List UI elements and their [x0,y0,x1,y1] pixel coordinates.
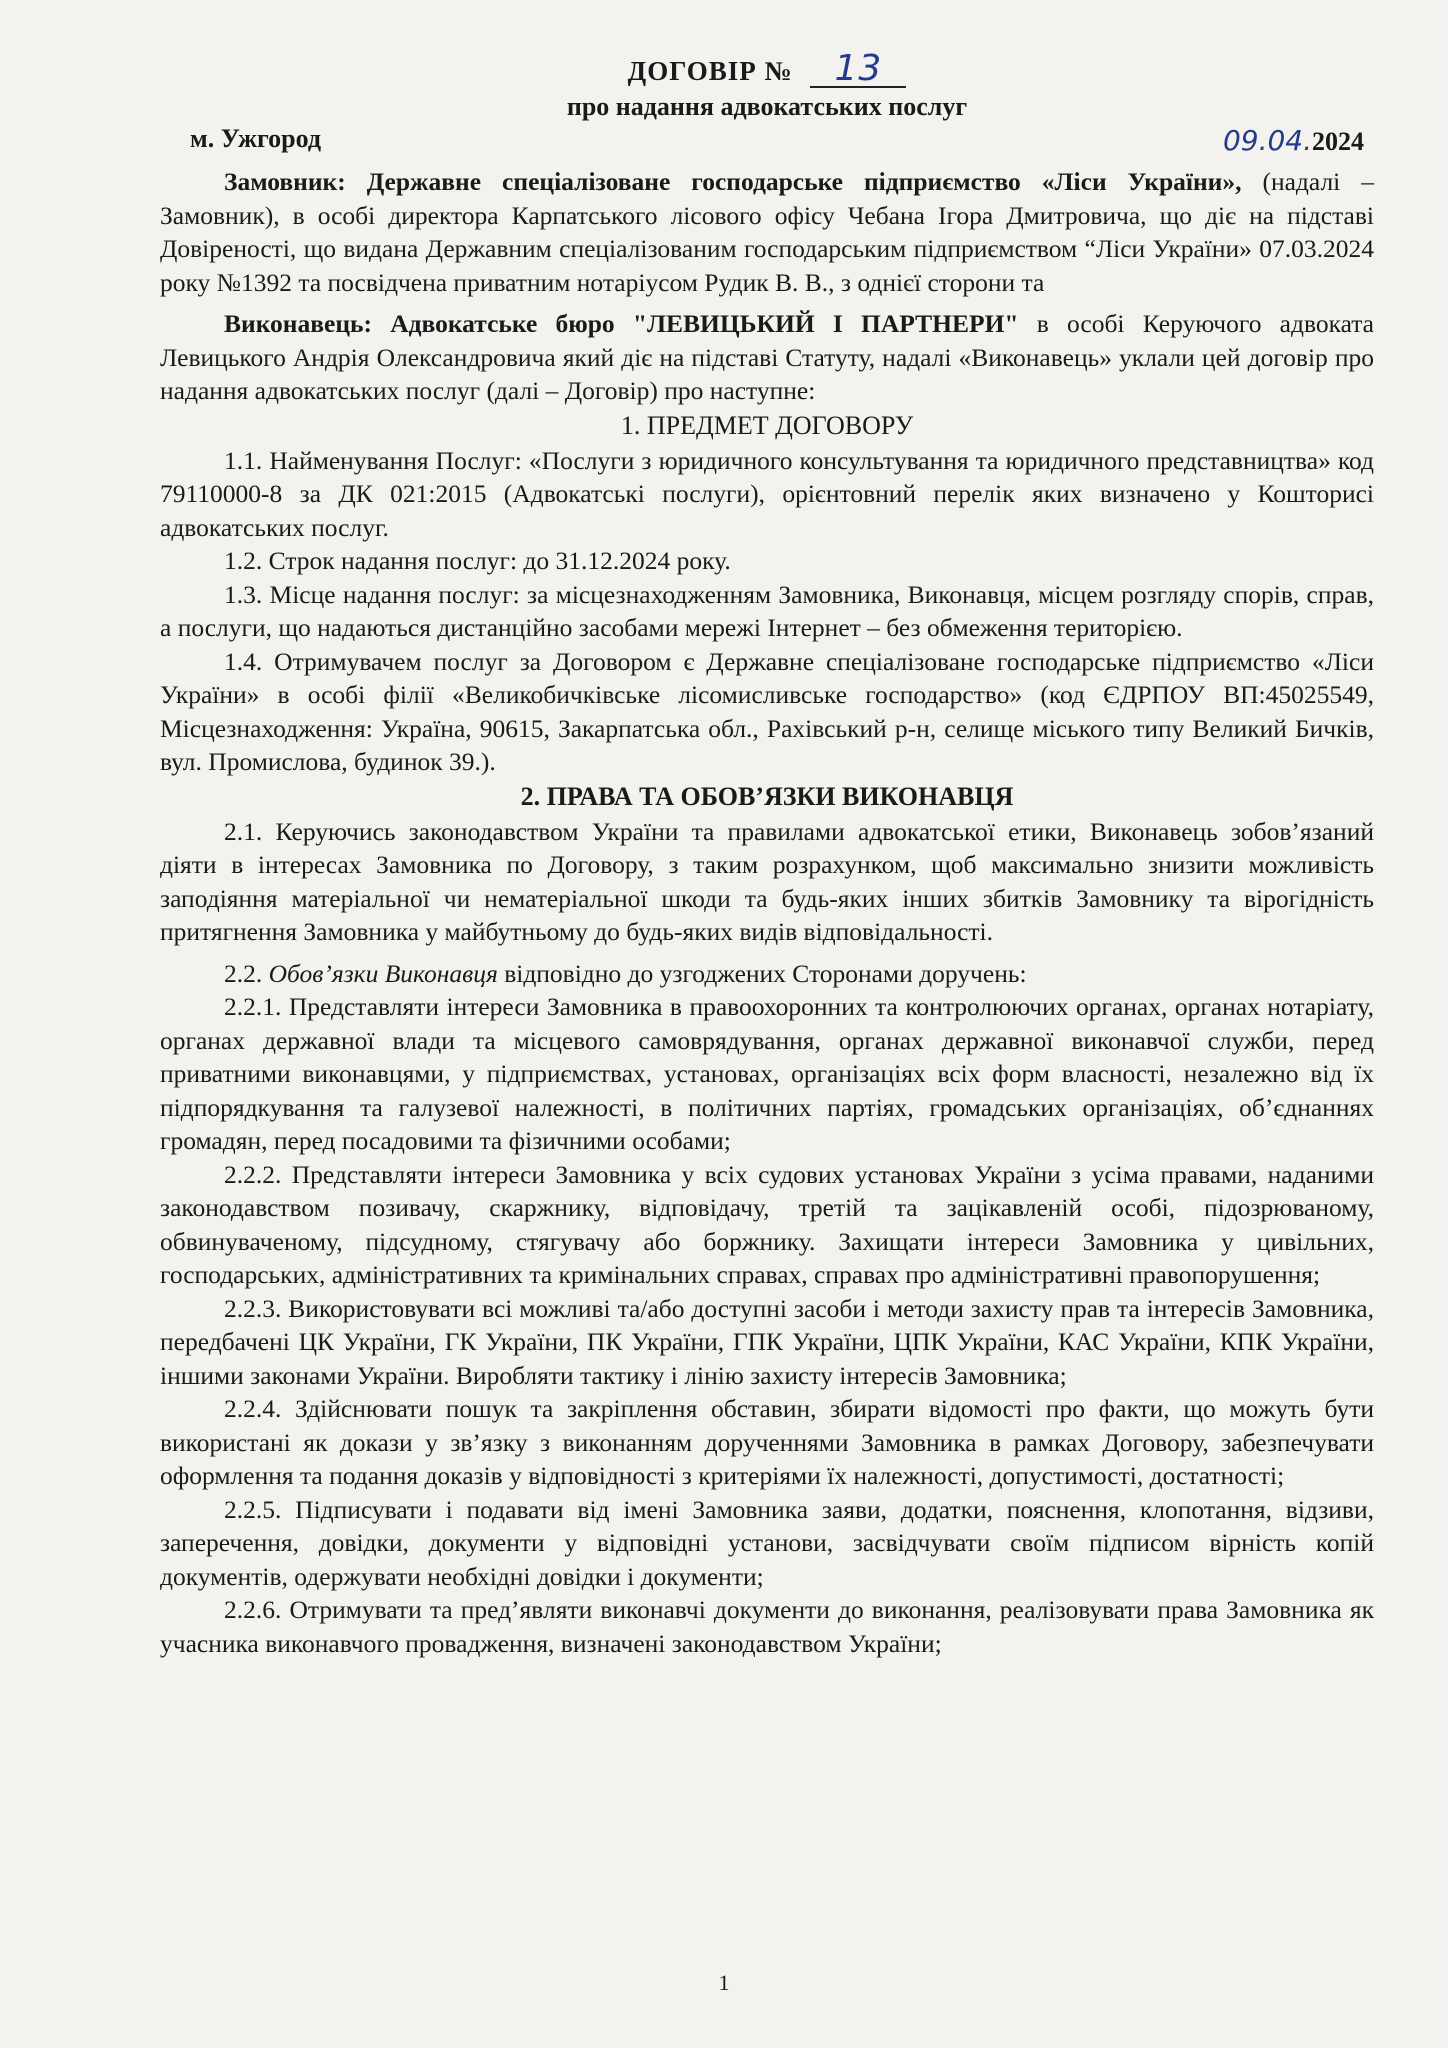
contractor-label: Виконавець: Адвокатське бюро "ЛЕВИЦЬКИЙ І ПАРТНЕРИ" [224,309,1019,338]
clause-2-2-5: 2.2.5. Підписувати і подавати від імені Замовника заяви, додатки, пояснення, клопотання, відзиви, заперечення, довідки, документи у відповідні установи, засвідчувати своїм підписом вірність копій документів, одержувати необхідні довідки і документи; [160,1494,1374,1591]
clause-1-1: 1.1. Найменування Послуг: «Послуги з юридичного консультування та юридичного представництва» код 79110000-8 за ДК 021:2015 (Адвокатські послуги), орієнтовний перелік яких визначено у Кошторисі адвокатських послуг. [160,445,1374,542]
customer-label: Замовник: Державне спеціалізоване господарське підприємство «Ліси України», [224,167,1242,196]
contractor-text: в особі Керуючого адвоката Левицького Андрія Олександровича який діє на підставі Статуту, надалі «Виконавець» уклали цей договір про надання адвокатських послуг (далі – Договір) про наступне: [160,309,1374,405]
clause-2-2-italic: Обов’язки Виконавця [262,958,498,988]
contract-number-handwritten: 13 [810,52,906,88]
title-prefix: ДОГОВІР № [627,56,793,86]
clause-2-1: 2.1. Керуючись законодавством України та правилами адвокатської етики, Виконавець зобов’язаний діяти в інтересах Замовника по Договору, з таким розрахунком, щоб максимально знизити можливість заподіяння матеріальної чи нематеріальної шкоди та будь-яких інших збитків Замовнику та вірогідність притягнення Замовника у майбутньому до будь-яких видів відповідальності. [160,816,1374,946]
customer-text: (надалі – Замовник), в особі директора Карпатського лісового офісу Чебана Ігора Дмитровича, що діє на підставі Довіреності, що видана Державним спеціалізованим господарським підприємством “Ліси України» 07.03.2024 року №1392 та посвідчена приватним нотаріусом Рудик В. В., з однієї сторони та [160,167,1374,297]
clause-2-2-6: 2.2.6. Отримувати та пред’являти виконавчі документи до виконання, реалізовувати права Замовника як учасника виконавчого провадження, визначені законодавством України; [160,1595,1374,1658]
date-year: 2024 [1312,127,1364,156]
contract-subtitle: про надання адвокатських послуг [566,92,968,121]
clause-1-4: 1.4. Отримувачем послуг за Договором є Державне спеціалізоване господарське підприємство «Ліси України» в особі філії «Великобичківське лісомисливське господарство» (код ЄДРПОУ ВП:45025549, Місцезнаходження: Україна, 90615, Закарпатська обл., Рахівський р-н, селище міського типу Великий Бичків, вул. Промислова, будинок 39.). [160,646,1374,776]
clause-1-3: 1.3. Місце надання послуг: за місцезнаходженням Замовника, Виконавця, місцем розгляду спорів, справ, а послуги, що надаються дистанційно засобами мережі Інтернет – без обмеження територією. [160,579,1374,642]
clause-2-2-1: 2.2.1. Представляти інтереси Замовника в правоохоронних та контролюючих органах, органах нотаріату, органах державної влади та місцевого самоврядування, органах державної виконавчої служби, перед приватними виконавцями, у підприємствах, установах, організаціях всіх форм власності, незалежно від їх підпорядкування та галузевої належності, в політичних партіях, громадських організаціях, об’єднаннях громадян, перед посадовими та фізичними особами; [160,992,1374,1155]
contract-title [160,48,1374,89]
intro-customer [160,165,1374,299]
intro-contractor [160,307,1374,408]
clause-2-2-number: 2.2. [224,958,263,988]
clause-2-2-rest: відповідно до узгоджених Сторонами доручень: [497,958,1027,988]
clause-1-2: 1.2. Строк надання послуг: до 31.12.2024 року. [224,546,731,575]
clause-2-2-4: 2.2.4. Здійснювати пошук та закріплення обставин, збирати відомості про факти, що можуть бути використані як докази у зв’язку з виконанням дорученнями Замовника в рамках Договору, забезпечувати оформлення та подання доказів у відповідності з критеріями їх належності, допустимості, достатності; [160,1394,1374,1490]
section-2-heading: 2. ПРАВА ТА ОБОВ’ЯЗКИ ВИКОНАВЦЯ [520,781,1014,811]
clause-2-2-3: 2.2.3. Використовувати всі можливі та/або доступні засоби і методи захисту прав та інтересів Замовника, передбачені ЦК України, ГК України, ПК України, ГПК України, ЦПК України, КАС України, КПК України, іншими законами України. Виробляти тактику і лінію захисту інтересів Замовника; [160,1293,1374,1390]
date-handwritten: 09.04. [1222,124,1312,157]
clause-2-2 [160,957,1374,991]
section-1-heading: 1. ПРЕДМЕТ ДОГОВОРУ [620,410,914,440]
contract-city: м. Ужгород [190,124,322,153]
page-number: 1 [718,1970,730,1995]
contract-date [1223,124,1364,157]
clause-2-2-2: 2.2.2. Представляти інтереси Замовника у всіх судових установах України з усіма правами, наданими законодавством позивачу, скаржнику, відповідачу, третій та зацікавленій особі, підозрюваному, обвинуваченому, підсудному, стягувачу або боржнику. Захищати інтереси Замовника у цивільних, господарських, адміністративних та кримінальних справах, справах про адміністративні правопорушення; [160,1159,1374,1289]
place-date-line [160,124,1374,157]
